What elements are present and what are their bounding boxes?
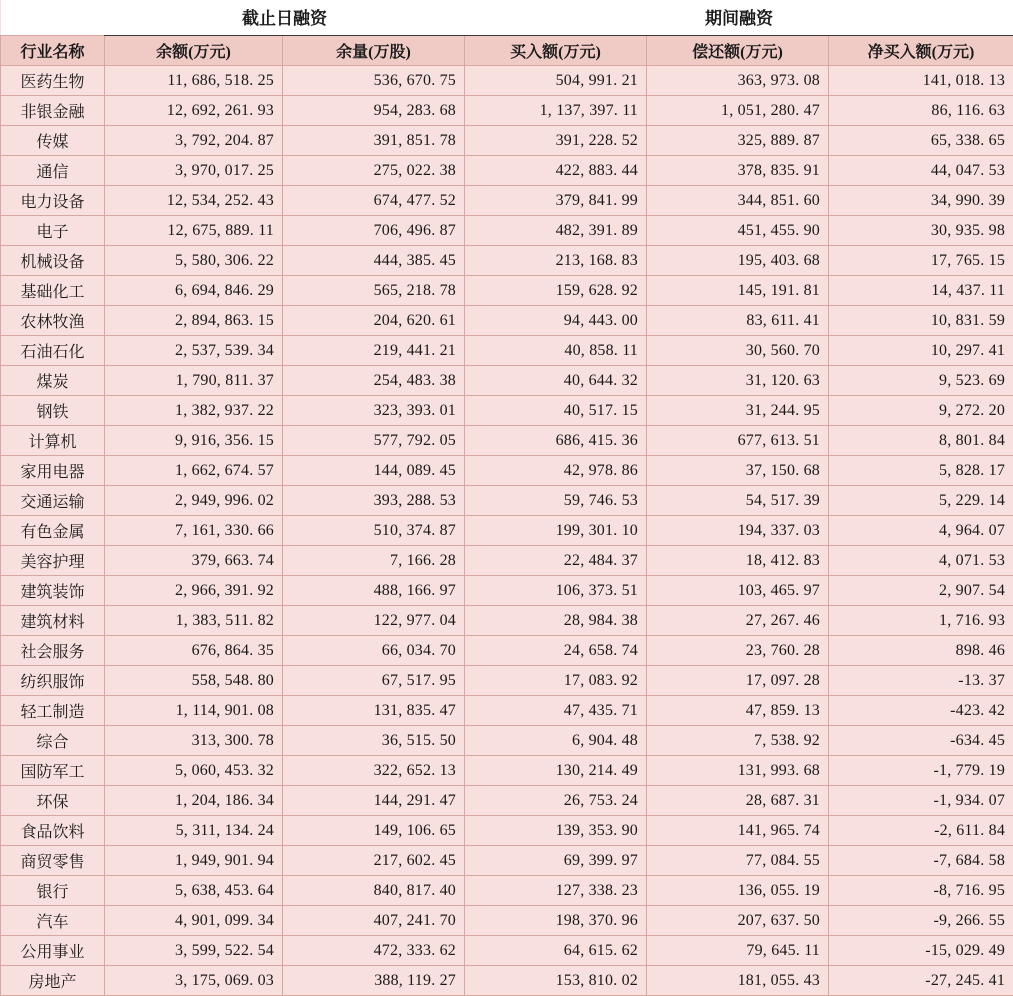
cell-industry-name: 非银金融 — [1, 96, 105, 126]
cell-volume: 144, 089. 45 — [283, 456, 465, 486]
cell-buy-amount: 28, 984. 38 — [465, 606, 647, 636]
cell-buy-amount: 199, 301. 10 — [465, 516, 647, 546]
cell-balance: 12, 534, 252. 43 — [105, 186, 283, 216]
cell-industry-name: 银行 — [1, 876, 105, 906]
cell-net-buy-amount: -27, 245. 41 — [829, 966, 1013, 996]
cell-volume: 131, 835. 47 — [283, 696, 465, 726]
cell-buy-amount: 127, 338. 23 — [465, 876, 647, 906]
cell-industry-name: 机械设备 — [1, 246, 105, 276]
table-row — [1, 156, 1013, 186]
cell-balance: 4, 901, 099. 34 — [105, 906, 283, 936]
cell-industry-name: 食品饮料 — [1, 816, 105, 846]
cell-net-buy-amount: 1, 716. 93 — [829, 606, 1013, 636]
cell-buy-amount: 94, 443. 00 — [465, 306, 647, 336]
cell-repay-amount: 136, 055. 19 — [647, 876, 829, 906]
cell-repay-amount: 378, 835. 91 — [647, 156, 829, 186]
cell-volume: 954, 283. 68 — [283, 96, 465, 126]
cell-net-buy-amount: -7, 684. 58 — [829, 846, 1013, 876]
cell-industry-name: 轻工制造 — [1, 696, 105, 726]
cell-net-buy-amount: -1, 779. 19 — [829, 756, 1013, 786]
cell-balance: 1, 790, 811. 37 — [105, 366, 283, 396]
cell-industry-name: 建筑材料 — [1, 606, 105, 636]
cell-repay-amount: 325, 889. 87 — [647, 126, 829, 156]
cell-balance: 1, 662, 674. 57 — [105, 456, 283, 486]
cell-volume: 510, 374. 87 — [283, 516, 465, 546]
cell-buy-amount: 69, 399. 97 — [465, 846, 647, 876]
cell-industry-name: 电力设备 — [1, 186, 105, 216]
cell-balance: 1, 204, 186. 34 — [105, 786, 283, 816]
cell-repay-amount: 47, 859. 13 — [647, 696, 829, 726]
table-row — [1, 426, 1013, 456]
cell-volume: 144, 291. 47 — [283, 786, 465, 816]
cell-volume: 122, 977. 04 — [283, 606, 465, 636]
table-row — [1, 936, 1013, 966]
cell-net-buy-amount: 86, 116. 63 — [829, 96, 1013, 126]
cell-volume: 391, 851. 78 — [283, 126, 465, 156]
cell-net-buy-amount: 14, 437. 11 — [829, 276, 1013, 306]
cell-repay-amount: 145, 191. 81 — [647, 276, 829, 306]
cell-net-buy-amount: -1, 934. 07 — [829, 786, 1013, 816]
cell-industry-name: 社会服务 — [1, 636, 105, 666]
cell-industry-name: 传媒 — [1, 126, 105, 156]
cell-volume: 67, 517. 95 — [283, 666, 465, 696]
cell-repay-amount: 141, 965. 74 — [647, 816, 829, 846]
cell-balance: 558, 548. 80 — [105, 666, 283, 696]
table-row — [1, 906, 1013, 936]
cell-buy-amount: 40, 517. 15 — [465, 396, 647, 426]
cell-buy-amount: 139, 353. 90 — [465, 816, 647, 846]
cell-repay-amount: 131, 993. 68 — [647, 756, 829, 786]
cell-industry-name: 交通运输 — [1, 486, 105, 516]
cell-volume: 536, 670. 75 — [283, 66, 465, 96]
table-row — [1, 336, 1013, 366]
cell-net-buy-amount: -9, 266. 55 — [829, 906, 1013, 936]
table-row — [1, 246, 1013, 276]
cell-volume: 7, 166. 28 — [283, 546, 465, 576]
cell-balance: 5, 580, 306. 22 — [105, 246, 283, 276]
cell-buy-amount: 213, 168. 83 — [465, 246, 647, 276]
cell-industry-name: 汽车 — [1, 906, 105, 936]
cell-net-buy-amount: 44, 047. 53 — [829, 156, 1013, 186]
table-row — [1, 756, 1013, 786]
cell-volume: 577, 792. 05 — [283, 426, 465, 456]
cell-buy-amount: 40, 644. 32 — [465, 366, 647, 396]
cell-industry-name: 家用电器 — [1, 456, 105, 486]
cell-balance: 7, 161, 330. 66 — [105, 516, 283, 546]
cell-repay-amount: 195, 403. 68 — [647, 246, 829, 276]
cell-repay-amount: 79, 645. 11 — [647, 936, 829, 966]
cell-volume: 388, 119. 27 — [283, 966, 465, 996]
cell-balance: 1, 383, 511. 82 — [105, 606, 283, 636]
cell-buy-amount: 504, 991. 21 — [465, 66, 647, 96]
cell-balance: 11, 686, 518. 25 — [105, 66, 283, 96]
group-header-blank — [1, 0, 105, 36]
cell-buy-amount: 482, 391. 89 — [465, 216, 647, 246]
table-row — [1, 696, 1013, 726]
cell-volume: 674, 477. 52 — [283, 186, 465, 216]
cell-balance: 12, 692, 261. 93 — [105, 96, 283, 126]
table-row — [1, 606, 1013, 636]
cell-balance: 9, 916, 356. 15 — [105, 426, 283, 456]
cell-balance: 3, 970, 017. 25 — [105, 156, 283, 186]
group-header-row — [1, 0, 1013, 36]
table-row — [1, 96, 1013, 126]
cell-volume: 393, 288. 53 — [283, 486, 465, 516]
cell-industry-name: 环保 — [1, 786, 105, 816]
cell-balance: 12, 675, 889. 11 — [105, 216, 283, 246]
cell-net-buy-amount: 34, 990. 39 — [829, 186, 1013, 216]
cell-buy-amount: 422, 883. 44 — [465, 156, 647, 186]
cell-buy-amount: 47, 435. 71 — [465, 696, 647, 726]
cell-industry-name: 公用事业 — [1, 936, 105, 966]
table-row — [1, 816, 1013, 846]
cell-balance: 5, 311, 134. 24 — [105, 816, 283, 846]
cell-buy-amount: 22, 484. 37 — [465, 546, 647, 576]
cell-industry-name: 基础化工 — [1, 276, 105, 306]
table-row — [1, 216, 1013, 246]
cell-balance: 1, 949, 901. 94 — [105, 846, 283, 876]
table-body — [1, 66, 1013, 996]
cell-balance: 5, 060, 453. 32 — [105, 756, 283, 786]
cell-buy-amount: 391, 228. 52 — [465, 126, 647, 156]
cell-industry-name: 农林牧渔 — [1, 306, 105, 336]
cell-buy-amount: 379, 841. 99 — [465, 186, 647, 216]
cell-volume: 565, 218. 78 — [283, 276, 465, 306]
cell-industry-name: 钢铁 — [1, 396, 105, 426]
cell-balance: 3, 175, 069. 03 — [105, 966, 283, 996]
cell-net-buy-amount: 5, 828. 17 — [829, 456, 1013, 486]
cell-balance: 5, 638, 453. 64 — [105, 876, 283, 906]
cell-repay-amount: 31, 120. 63 — [647, 366, 829, 396]
cell-volume: 322, 652. 13 — [283, 756, 465, 786]
table-row — [1, 306, 1013, 336]
cell-repay-amount: 23, 760. 28 — [647, 636, 829, 666]
cell-industry-name: 医药生物 — [1, 66, 105, 96]
cell-net-buy-amount: 4, 964. 07 — [829, 516, 1013, 546]
group-header-cutoff-financing: 截止日融资 — [105, 0, 465, 36]
cell-repay-amount: 7, 538. 92 — [647, 726, 829, 756]
cell-net-buy-amount: -634. 45 — [829, 726, 1013, 756]
table-row — [1, 66, 1013, 96]
cell-net-buy-amount: 17, 765. 15 — [829, 246, 1013, 276]
cell-volume: 66, 034. 70 — [283, 636, 465, 666]
cell-repay-amount: 18, 412. 83 — [647, 546, 829, 576]
cell-industry-name: 电子 — [1, 216, 105, 246]
table-row — [1, 726, 1013, 756]
table-row — [1, 126, 1013, 156]
cell-volume: 36, 515. 50 — [283, 726, 465, 756]
group-header-period-financing: 期间融资 — [465, 0, 1013, 36]
cell-balance: 1, 114, 901. 08 — [105, 696, 283, 726]
cell-buy-amount: 686, 415. 36 — [465, 426, 647, 456]
cell-industry-name: 计算机 — [1, 426, 105, 456]
cell-buy-amount: 17, 083. 92 — [465, 666, 647, 696]
cell-volume: 407, 241. 70 — [283, 906, 465, 936]
column-header-repay-amount: 偿还额(万元) — [647, 36, 829, 66]
cell-volume: 840, 817. 40 — [283, 876, 465, 906]
cell-volume: 204, 620. 61 — [283, 306, 465, 336]
cell-volume: 275, 022. 38 — [283, 156, 465, 186]
cell-net-buy-amount: 9, 272. 20 — [829, 396, 1013, 426]
cell-buy-amount: 42, 978. 86 — [465, 456, 647, 486]
cell-buy-amount: 6, 904. 48 — [465, 726, 647, 756]
cell-buy-amount: 159, 628. 92 — [465, 276, 647, 306]
cell-industry-name: 石油石化 — [1, 336, 105, 366]
cell-repay-amount: 103, 465. 97 — [647, 576, 829, 606]
cell-repay-amount: 54, 517. 39 — [647, 486, 829, 516]
cell-balance: 379, 663. 74 — [105, 546, 283, 576]
cell-buy-amount: 198, 370. 96 — [465, 906, 647, 936]
cell-balance: 2, 966, 391. 92 — [105, 576, 283, 606]
cell-net-buy-amount: 141, 018. 13 — [829, 66, 1013, 96]
cell-repay-amount: 37, 150. 68 — [647, 456, 829, 486]
cell-volume: 706, 496. 87 — [283, 216, 465, 246]
column-header-row — [1, 36, 1013, 66]
cell-repay-amount: 31, 244. 95 — [647, 396, 829, 426]
table-row — [1, 966, 1013, 996]
cell-repay-amount: 1, 051, 280. 47 — [647, 96, 829, 126]
cell-net-buy-amount: 10, 831. 59 — [829, 306, 1013, 336]
cell-buy-amount: 1, 137, 397. 11 — [465, 96, 647, 126]
cell-volume: 323, 393. 01 — [283, 396, 465, 426]
column-header-net-buy-amount: 净买入额(万元) — [829, 36, 1013, 66]
cell-repay-amount: 677, 613. 51 — [647, 426, 829, 456]
cell-net-buy-amount: -8, 716. 95 — [829, 876, 1013, 906]
cell-net-buy-amount: 4, 071. 53 — [829, 546, 1013, 576]
cell-net-buy-amount: 65, 338. 65 — [829, 126, 1013, 156]
cell-volume: 149, 106. 65 — [283, 816, 465, 846]
cell-buy-amount: 130, 214. 49 — [465, 756, 647, 786]
column-header-volume: 余量(万股) — [283, 36, 465, 66]
cell-net-buy-amount: -13. 37 — [829, 666, 1013, 696]
table-row — [1, 516, 1013, 546]
cell-balance: 6, 694, 846. 29 — [105, 276, 283, 306]
cell-industry-name: 纺织服饰 — [1, 666, 105, 696]
table-row — [1, 486, 1013, 516]
table-row — [1, 546, 1013, 576]
table-row — [1, 636, 1013, 666]
cell-industry-name: 有色金属 — [1, 516, 105, 546]
cell-volume: 472, 333. 62 — [283, 936, 465, 966]
table-row — [1, 186, 1013, 216]
table-header — [1, 0, 1013, 66]
table-row — [1, 396, 1013, 426]
cell-balance: 2, 537, 539. 34 — [105, 336, 283, 366]
table-row — [1, 366, 1013, 396]
cell-net-buy-amount: 5, 229. 14 — [829, 486, 1013, 516]
cell-balance: 676, 864. 35 — [105, 636, 283, 666]
cell-repay-amount: 17, 097. 28 — [647, 666, 829, 696]
cell-buy-amount: 106, 373. 51 — [465, 576, 647, 606]
cell-repay-amount: 451, 455. 90 — [647, 216, 829, 246]
cell-balance: 2, 894, 863. 15 — [105, 306, 283, 336]
column-header-balance: 余额(万元) — [105, 36, 283, 66]
cell-repay-amount: 363, 973. 08 — [647, 66, 829, 96]
cell-net-buy-amount: -2, 611. 84 — [829, 816, 1013, 846]
cell-industry-name: 通信 — [1, 156, 105, 186]
cell-buy-amount: 26, 753. 24 — [465, 786, 647, 816]
cell-repay-amount: 77, 084. 55 — [647, 846, 829, 876]
cell-net-buy-amount: 30, 935. 98 — [829, 216, 1013, 246]
cell-net-buy-amount: 9, 523. 69 — [829, 366, 1013, 396]
cell-balance: 1, 382, 937. 22 — [105, 396, 283, 426]
cell-balance: 313, 300. 78 — [105, 726, 283, 756]
column-header-buy-amount: 买入额(万元) — [465, 36, 647, 66]
cell-balance: 3, 792, 204. 87 — [105, 126, 283, 156]
cell-repay-amount: 194, 337. 03 — [647, 516, 829, 546]
cell-net-buy-amount: -15, 029. 49 — [829, 936, 1013, 966]
cell-repay-amount: 207, 637. 50 — [647, 906, 829, 936]
cell-net-buy-amount: 8, 801. 84 — [829, 426, 1013, 456]
table-row — [1, 456, 1013, 486]
table-row — [1, 846, 1013, 876]
cell-repay-amount: 83, 611. 41 — [647, 306, 829, 336]
cell-volume: 254, 483. 38 — [283, 366, 465, 396]
table-row — [1, 576, 1013, 606]
table-row — [1, 876, 1013, 906]
cell-buy-amount: 64, 615. 62 — [465, 936, 647, 966]
cell-industry-name: 建筑装饰 — [1, 576, 105, 606]
cell-volume: 488, 166. 97 — [283, 576, 465, 606]
cell-repay-amount: 27, 267. 46 — [647, 606, 829, 636]
table-row — [1, 276, 1013, 306]
cell-balance: 3, 599, 522. 54 — [105, 936, 283, 966]
cell-repay-amount: 181, 055. 43 — [647, 966, 829, 996]
cell-repay-amount: 344, 851. 60 — [647, 186, 829, 216]
cell-net-buy-amount: 898. 46 — [829, 636, 1013, 666]
cell-volume: 444, 385. 45 — [283, 246, 465, 276]
cell-buy-amount: 24, 658. 74 — [465, 636, 647, 666]
cell-industry-name: 综合 — [1, 726, 105, 756]
cell-industry-name: 美容护理 — [1, 546, 105, 576]
cell-balance: 2, 949, 996. 02 — [105, 486, 283, 516]
table-row — [1, 666, 1013, 696]
cell-buy-amount: 153, 810. 02 — [465, 966, 647, 996]
cell-net-buy-amount: 10, 297. 41 — [829, 336, 1013, 366]
cell-buy-amount: 40, 858. 11 — [465, 336, 647, 366]
cell-industry-name: 房地产 — [1, 966, 105, 996]
cell-industry-name: 国防军工 — [1, 756, 105, 786]
cell-industry-name: 煤炭 — [1, 366, 105, 396]
cell-repay-amount: 28, 687. 31 — [647, 786, 829, 816]
cell-net-buy-amount: -423. 42 — [829, 696, 1013, 726]
cell-net-buy-amount: 2, 907. 54 — [829, 576, 1013, 606]
column-header-industry-name: 行业名称 — [1, 36, 105, 66]
cell-industry-name: 商贸零售 — [1, 846, 105, 876]
cell-repay-amount: 30, 560. 70 — [647, 336, 829, 366]
cell-buy-amount: 59, 746. 53 — [465, 486, 647, 516]
table-row — [1, 786, 1013, 816]
cell-volume: 217, 602. 45 — [283, 846, 465, 876]
cell-volume: 219, 441. 21 — [283, 336, 465, 366]
